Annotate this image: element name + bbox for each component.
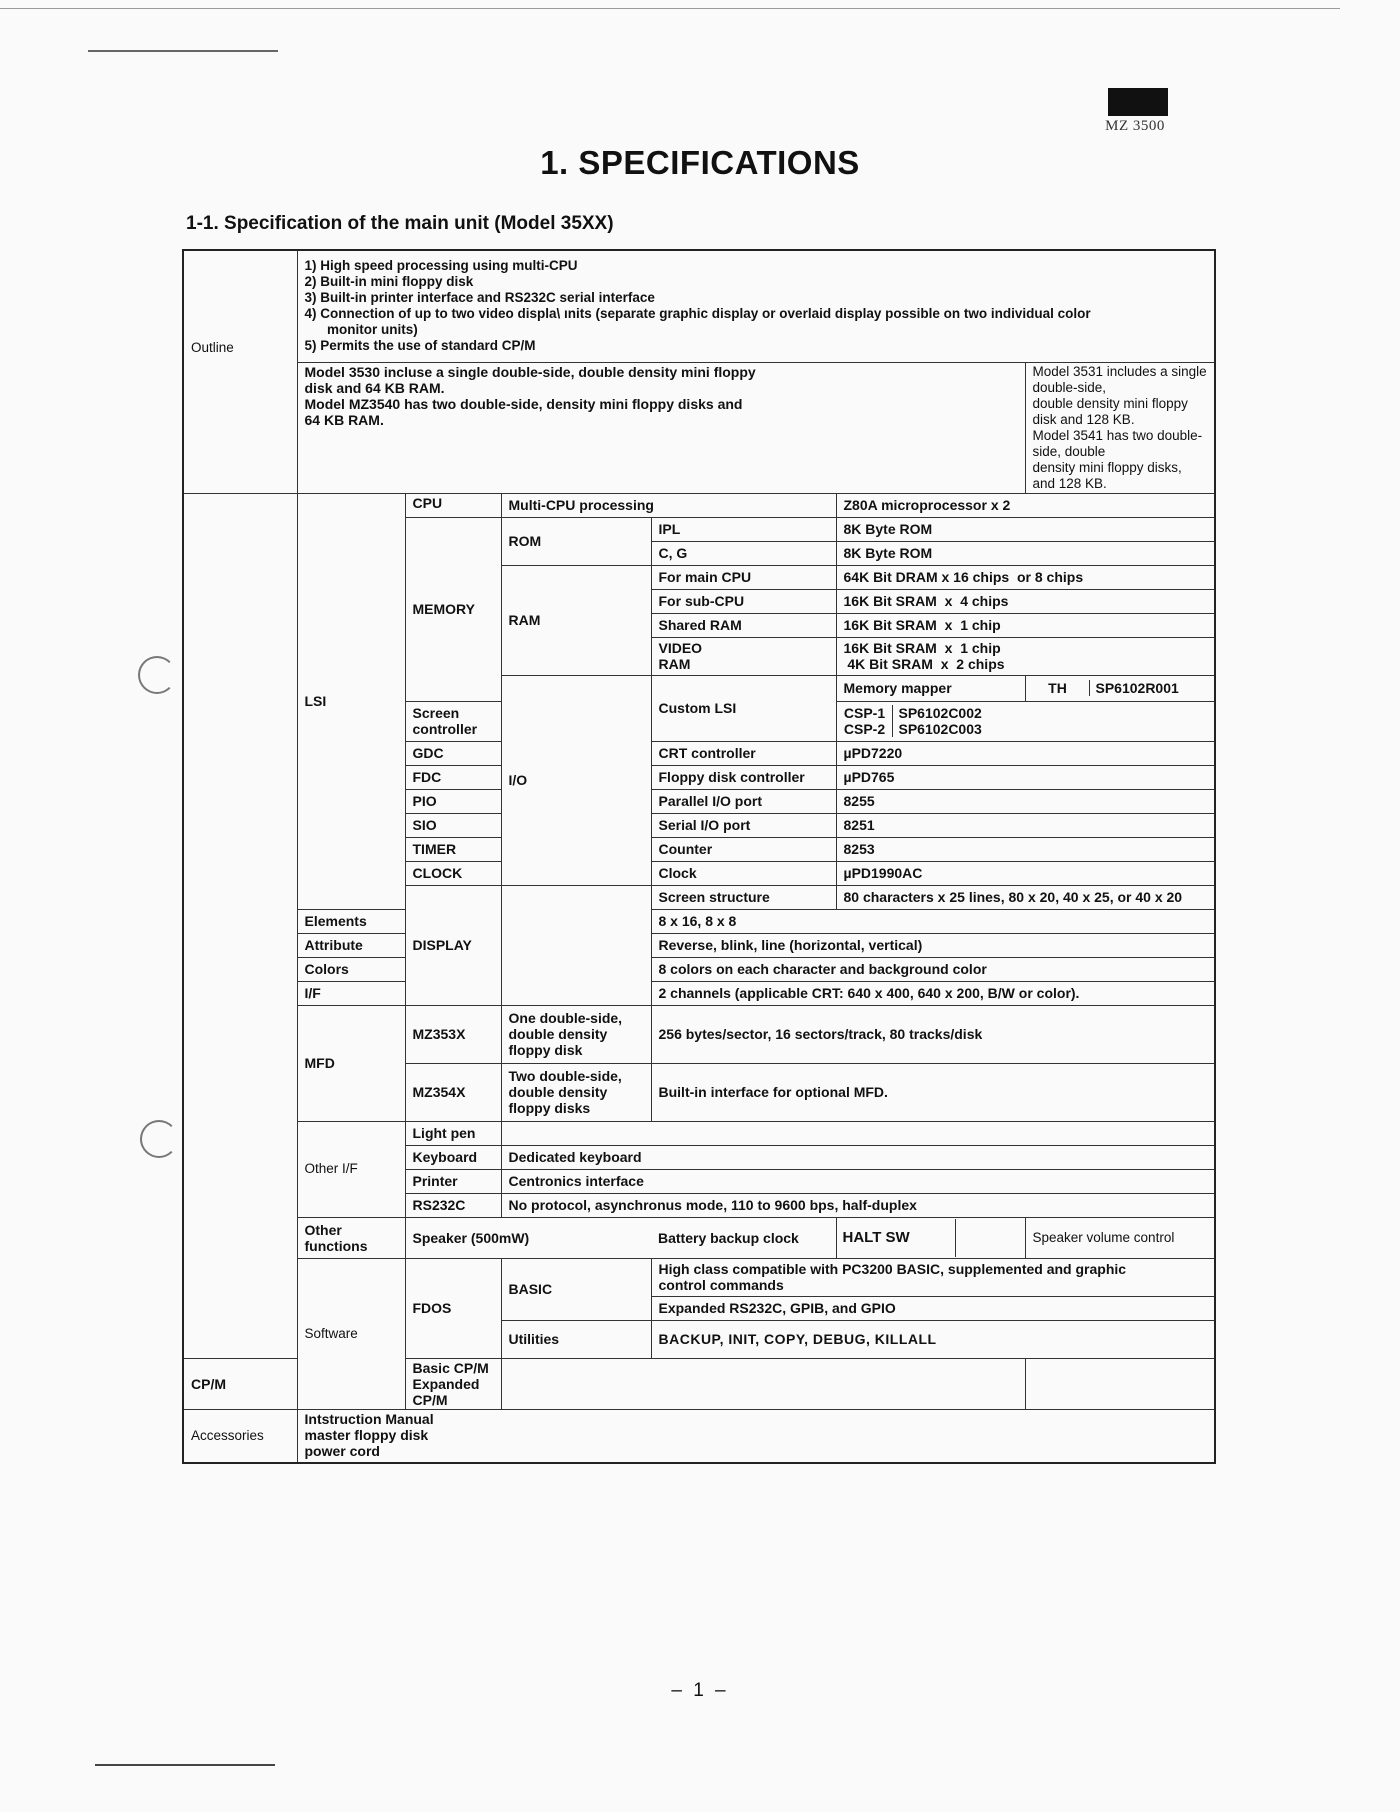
mz353x-desc-line: double density — [508, 1026, 608, 1042]
shared-ram-label: Shared RAM — [651, 613, 836, 637]
main-cpu-ram-label: For main CPU — [651, 565, 836, 589]
display-row-label: Colors — [297, 957, 405, 981]
other-if-row-label: Keyboard — [405, 1145, 501, 1169]
cpm-value-line: Basic CP/M — [412, 1359, 489, 1376]
accessory-item: Intstruction Manual — [304, 1410, 434, 1427]
software-label: Software — [297, 1258, 405, 1409]
cpu-value: Z80A microprocessor x 2 — [836, 493, 1215, 517]
sio-desc: Serial I/O port — [651, 813, 836, 837]
mz354x-desc — [501, 1063, 651, 1121]
document-code: MZ 3500 — [1105, 118, 1165, 134]
display-row-value: 8 x 16, 8 x 8 — [651, 909, 1215, 933]
sub-cpu-ram-label: For sub-CPU — [651, 589, 836, 613]
other-if-row-value: Centronics interface — [501, 1169, 1215, 1193]
sio-value: 8251 — [836, 813, 1215, 837]
mz353x-desc-line: One double-side, — [508, 1010, 623, 1026]
video-ram-value-1: 16K Bit SRAM x 1 chip — [843, 640, 1001, 656]
mfd-label: MFD — [297, 1005, 405, 1121]
basic-value — [651, 1258, 1215, 1296]
cpm-blank — [501, 1358, 1025, 1409]
gdc-desc: CRT controller — [651, 741, 836, 765]
timer-desc: Counter — [651, 837, 836, 861]
shared-ram-value: 16K Bit SRAM x 1 chip — [836, 613, 1215, 637]
blank-left-cell — [183, 493, 297, 1358]
index-tab-mark — [1108, 88, 1168, 116]
battery-clock: Battery backup clock — [651, 1217, 836, 1258]
models-right-line: Model 3531 includes a single double-side, — [1032, 363, 1207, 395]
mz353x-model: MZ353X — [405, 1005, 501, 1063]
halt-switch-label: HALT SW — [837, 1219, 956, 1257]
mz353x-desc — [501, 1005, 651, 1063]
rom-label: ROM — [501, 517, 651, 565]
utilities-value: BACKUP, INIT, COPY, DEBUG, KILLALL — [651, 1320, 1215, 1358]
accessories-label: Accessories — [183, 1409, 297, 1463]
other-if-row-value: No protocol, asynchronus mode, 110 to 9600 bps, half-duplex — [501, 1193, 1215, 1217]
fdc-value: µPD765 — [836, 765, 1215, 789]
memory-mapper-value — [1025, 675, 1215, 701]
models-right-line: Model 3541 has two double-side, double — [1032, 427, 1203, 459]
basic-value-line: control commands — [658, 1277, 784, 1293]
screen-controller-parts — [899, 705, 982, 737]
display-row-value: 80 characters x 25 lines, 80 x 20, 40 x 25, or 40 x 20 — [836, 885, 1215, 909]
clock-desc: Clock — [651, 861, 836, 885]
pio-label: PIO — [405, 789, 501, 813]
pio-desc: Parallel I/O port — [651, 789, 836, 813]
other-if-row-label: RS232C — [405, 1193, 501, 1217]
accessories-list — [297, 1409, 1215, 1463]
csp-1-code: CSP-1 — [843, 705, 886, 721]
scan-mark — [88, 50, 278, 52]
bottom-rule — [95, 1764, 275, 1766]
other-functions-label-2: functions — [304, 1237, 368, 1254]
other-functions-label — [297, 1217, 405, 1258]
ipl-label: IPL — [651, 517, 836, 541]
screen-controller-codes — [844, 705, 893, 737]
utilities-label: Utilities — [501, 1320, 651, 1358]
fdos-label: FDOS — [405, 1258, 501, 1358]
accessory-item: master floppy disk — [304, 1426, 429, 1443]
screen-controller-label: Screen controller — [405, 701, 501, 741]
speaker-volume: Speaker volume control — [1025, 1217, 1215, 1258]
video-ram-value-2: 4K Bit SRAM x 2 chips — [843, 656, 1005, 672]
models-left-line: 64 KB RAM. — [304, 411, 384, 428]
models-left-line: Model MZ3540 has two double-side, density mini floppy disks and — [304, 395, 743, 412]
page-title: 1. SPECIFICATIONS — [540, 144, 860, 181]
csp-2-part: SP6102C003 — [898, 721, 982, 737]
outline-label: Outline — [183, 250, 297, 493]
mz354x-desc-line: floppy disks — [508, 1100, 591, 1116]
binder-hole-icon — [140, 1120, 178, 1158]
mz353x-desc-line: floppy disk — [508, 1042, 583, 1058]
mz354x-model: MZ354X — [405, 1063, 501, 1121]
pio-value: 8255 — [836, 789, 1215, 813]
csp-1-part: SP6102C002 — [898, 705, 982, 721]
display-row-value: Reverse, blink, line (horizontal, vertical) — [651, 933, 1215, 957]
outline-item: 1) High speed processing using multi-CPU — [304, 258, 578, 274]
page-number: – 1 – — [671, 1680, 729, 1701]
section-title: 1-1. Specification of the main unit (Model 35XX) — [186, 213, 614, 234]
models-right — [1025, 362, 1215, 493]
screen-controller-value — [836, 701, 1215, 741]
models-left-line: disk and 64 KB RAM. — [304, 379, 445, 396]
mz354x-desc-line: double density — [508, 1084, 608, 1100]
outline-features — [297, 250, 1215, 362]
top-rule — [0, 8, 1340, 9]
cpm-value-line: Expanded CP/M — [412, 1375, 480, 1408]
video-ram-label-2: RAM — [658, 656, 691, 672]
cpm-value — [405, 1358, 501, 1409]
ipl-value: 8K Byte ROM — [836, 517, 1215, 541]
other-if-row-value: Dedicated keyboard — [501, 1145, 1215, 1169]
cg-value: 8K Byte ROM — [836, 541, 1215, 565]
csp-2-code: CSP-2 — [843, 721, 886, 737]
display-row-value: 2 channels (applicable CRT: 640 x 400, 640 x 200, B/W or color). — [651, 981, 1215, 1005]
speaker-spec: Speaker (500mW) — [405, 1217, 651, 1258]
custom-lsi-label: Custom LSI — [651, 675, 836, 741]
models-left — [297, 362, 1025, 493]
outline-item: 3) Built-in printer interface and RS232C serial interface — [304, 290, 655, 306]
memory-mapper-label: Memory mapper — [836, 675, 1025, 701]
other-if-row-label: Printer — [405, 1169, 501, 1193]
mz354x-value: Built-in interface for optional MFD. — [651, 1063, 1215, 1121]
cpu-label: CPU — [405, 493, 501, 517]
models-right-line: density mini floppy disks, and 128 KB. — [1032, 459, 1182, 491]
cg-label: C, G — [651, 541, 836, 565]
memory-mapper-part: SP6102R001 — [1095, 680, 1179, 696]
cpm-label: CP/M — [183, 1358, 297, 1409]
other-functions-label-1: Other — [304, 1221, 342, 1238]
sub-cpu-ram-value: 16K Bit SRAM x 4 chips — [836, 589, 1215, 613]
spec-table — [182, 249, 1216, 1464]
models-right-line: double density mini floppy disk and 128 KB. — [1032, 395, 1188, 427]
display-row-label: Attribute — [297, 933, 405, 957]
halt-switch — [836, 1217, 1025, 1258]
display-row-value: 8 colors on each character and background color — [651, 957, 1215, 981]
clock-label: CLOCK — [405, 861, 501, 885]
basic-label: BASIC — [501, 1258, 651, 1320]
models-left-line: Model 3530 incluse a single double-side, double density mini floppy — [304, 363, 756, 380]
fdc-desc: Floppy disk controller — [651, 765, 836, 789]
accessory-item: power cord — [304, 1442, 380, 1459]
lsi-label: LSI — [297, 493, 405, 909]
video-ram-label — [651, 637, 836, 675]
binder-hole-icon — [138, 656, 176, 694]
clock-value: µPD1990AC — [836, 861, 1215, 885]
other-if-label: Other I/F — [297, 1121, 405, 1217]
sio-label: SIO — [405, 813, 501, 837]
display-blank — [501, 885, 651, 1005]
outline-item: 4) Connection of up to two video displa\ ınits (separate graphic display or overlaid display possible on two individual color — [304, 306, 1091, 322]
other-if-row-label: Light pen — [405, 1121, 501, 1145]
fdc-label: FDC — [405, 765, 501, 789]
other-if-row-value — [501, 1121, 1215, 1145]
cpu-desc: Multi-CPU processing — [501, 493, 836, 517]
io-label: I/O — [501, 675, 651, 885]
basic-value-line: High class compatible with PC3200 BASIC, supplemented and graphic — [658, 1261, 1127, 1277]
outline-item: monitor units) — [304, 322, 418, 338]
timer-value: 8253 — [836, 837, 1215, 861]
outline-item: 2) Built-in mini floppy disk — [304, 274, 474, 290]
mz354x-desc-line: Two double-side, — [508, 1068, 622, 1084]
gdc-value: µPD7220 — [836, 741, 1215, 765]
video-ram-value — [836, 637, 1215, 675]
timer-label: TIMER — [405, 837, 501, 861]
outline-item: 5) Permits the use of standard CP/M — [304, 338, 536, 354]
ram-label: RAM — [501, 565, 651, 675]
display-label: DISPLAY — [405, 885, 501, 1005]
basic-expanded: Expanded RS232C, GPIB, and GPIO — [651, 1296, 1215, 1320]
mz353x-value: 256 bytes/sector, 16 sectors/track, 80 tracks/disk — [651, 1005, 1215, 1063]
display-row-label: Elements — [297, 909, 405, 933]
memory-label: MEMORY — [405, 517, 501, 701]
video-ram-label-1: VIDEO — [658, 640, 703, 656]
main-cpu-ram-value: 64K Bit DRAM x 16 chips or 8 chips — [836, 565, 1215, 589]
display-row-label: I/F — [297, 981, 405, 1005]
gdc-label: GDC — [405, 741, 501, 765]
memory-mapper-code: TH — [1033, 680, 1090, 696]
display-row-label: Screen structure — [651, 885, 836, 909]
